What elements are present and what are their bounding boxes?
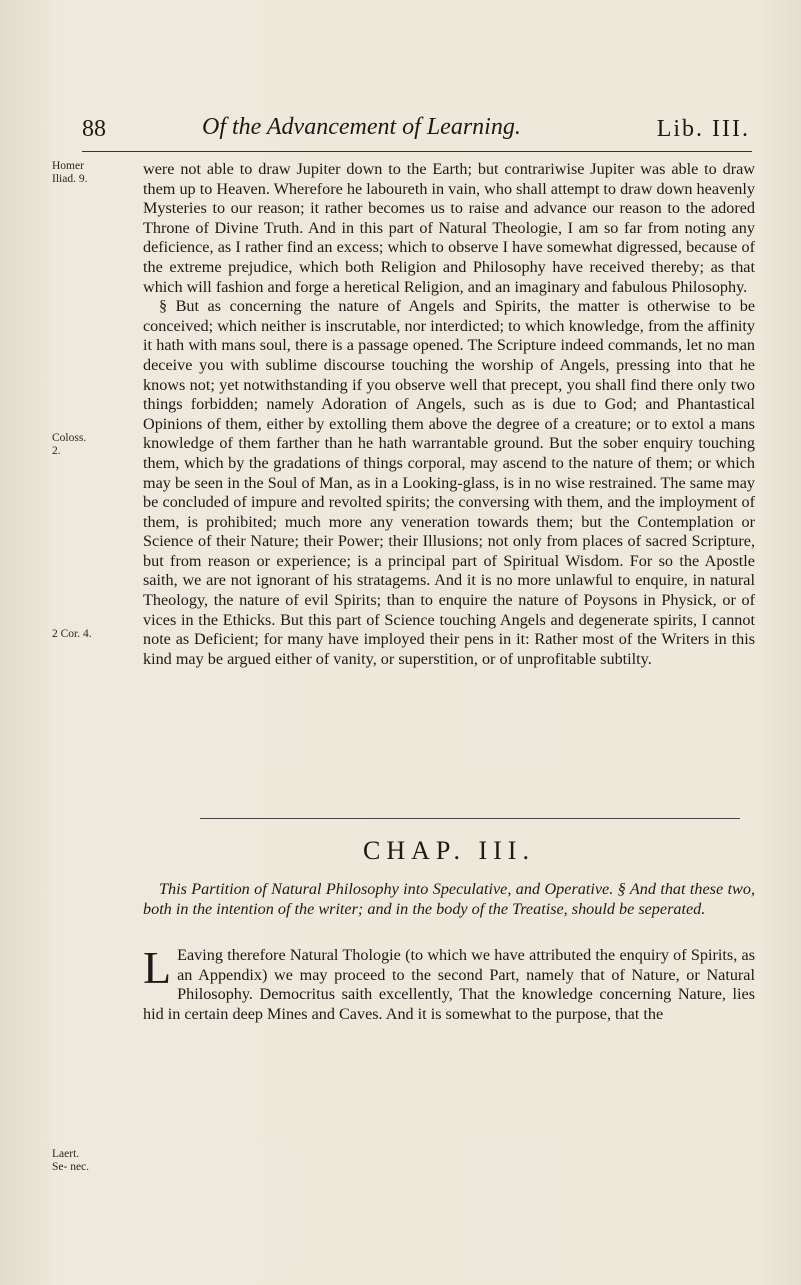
chapter-summary-text: This Partition of Natural Philosophy into Speculative, and Operative. § And that these two, both in the intention of the writer; and in the body of the Treatise, should be seperated. [143, 880, 755, 918]
header-rule [82, 151, 752, 152]
paragraph-1: were not able to draw Jupiter down to the Earth; but contrariwise Jupiter was able to draw them up to Heaven. Wherefore he laboureth in vain, who shall attempt to draw down heavenly Mysteries to our reason; it rather becomes us to raise and advance our reason to the adored Throne of Divine Truth. And in this part of Natural Theologie, I am so far from noting any deficience, as I rather find an excess; which to observe I have somewhat digressed, because of the extreme prejudice, which both Religion and Philosophy have received thereby; as that which will fashion and forge a heretical Religion, and an imaginary and fabulous Philosophy. [143, 160, 755, 296]
margin-note-cor: 2 Cor. 4. [52, 628, 92, 640]
drop-cap: L [143, 942, 172, 993]
margin-note-coloss: Coloss. 2. [52, 432, 87, 457]
chapter-body [143, 942, 755, 1024]
section-separator [200, 818, 740, 819]
running-title: Of the Advancement of Learning. [202, 114, 521, 140]
page-header [82, 116, 750, 150]
margin-note-laert: Laert. Se- nec. [52, 1148, 90, 1173]
main-text [143, 160, 755, 669]
chapter-paragraph [143, 942, 755, 1024]
page-number: 88 [82, 116, 106, 142]
chapter-summary [143, 880, 755, 919]
chapter-first-paragraph: Eaving therefore Natural Thologie (to which we have attributed the enquiry of Spirits, as an Appendix) we may proceed to the second Part, namely that of Nature, or Natural Philosophy. Democritus saith excellently, That the knowledge concerning Nature, lies hid in certain deep Mines and Caves. And it is somewhat to the purpose, that the [143, 946, 755, 1023]
book-label: Lib. III. [656, 116, 750, 142]
chapter-heading: CHAP. III. [363, 836, 535, 865]
margin-note-homer: Homer Iliad. 9. [52, 160, 88, 185]
paragraph-2: § But as concerning the nature of Angels and Spirits, the matter is otherwise to be conceived; which neither is inscrutable, nor interdicted; to which knowledge, from the affinity it hath with mans soul, there is a passage opened. The Scripture indeed commands, let no man deceive you with sublime discourse touching the worship of Angels, pressing into that he knows not; yet notwithstanding if you observe well that precept, you shall find there only two things forbidden; namely Adoration of Angels, such as is due to God; and Phantastical Opinions of them, either by extolling them above the degree of a creature; or to extol a mans knowledge of them farther than he hath warrantable ground. But the sober enquiry touching them, which by the gradations of things corporal, may ascend to the nature of them; or which may be seen in the Soul of Man, as in a Looking-glass, is in no wise restrained. The same may be concluded of impure and revolted spirits; the conversing with them, and the imployment of them, is prohibited; much more any veneration towards them; but the Contemplation or Science of their Nature; their Power; their Illusions; not only from places of sacred Scripture, but from reason or experience; is a principal part of Spiritual Wisdom. For so the Apostle saith, we are not ignorant of his stratagems. And it is no more unlawful to enquire, in natural Theology, the nature of evil Spirits; than to enquire the nature of Poysons in Physick, or of vices in the Ethicks. But this part of Science touching Angels and degenerate spirits, I cannot note as Deficient; for many have imployed their pens in it: Rather most of the Writers in this kind may be argued either of vanity, or superstition, or of unprofitable subtilty. [143, 297, 755, 668]
